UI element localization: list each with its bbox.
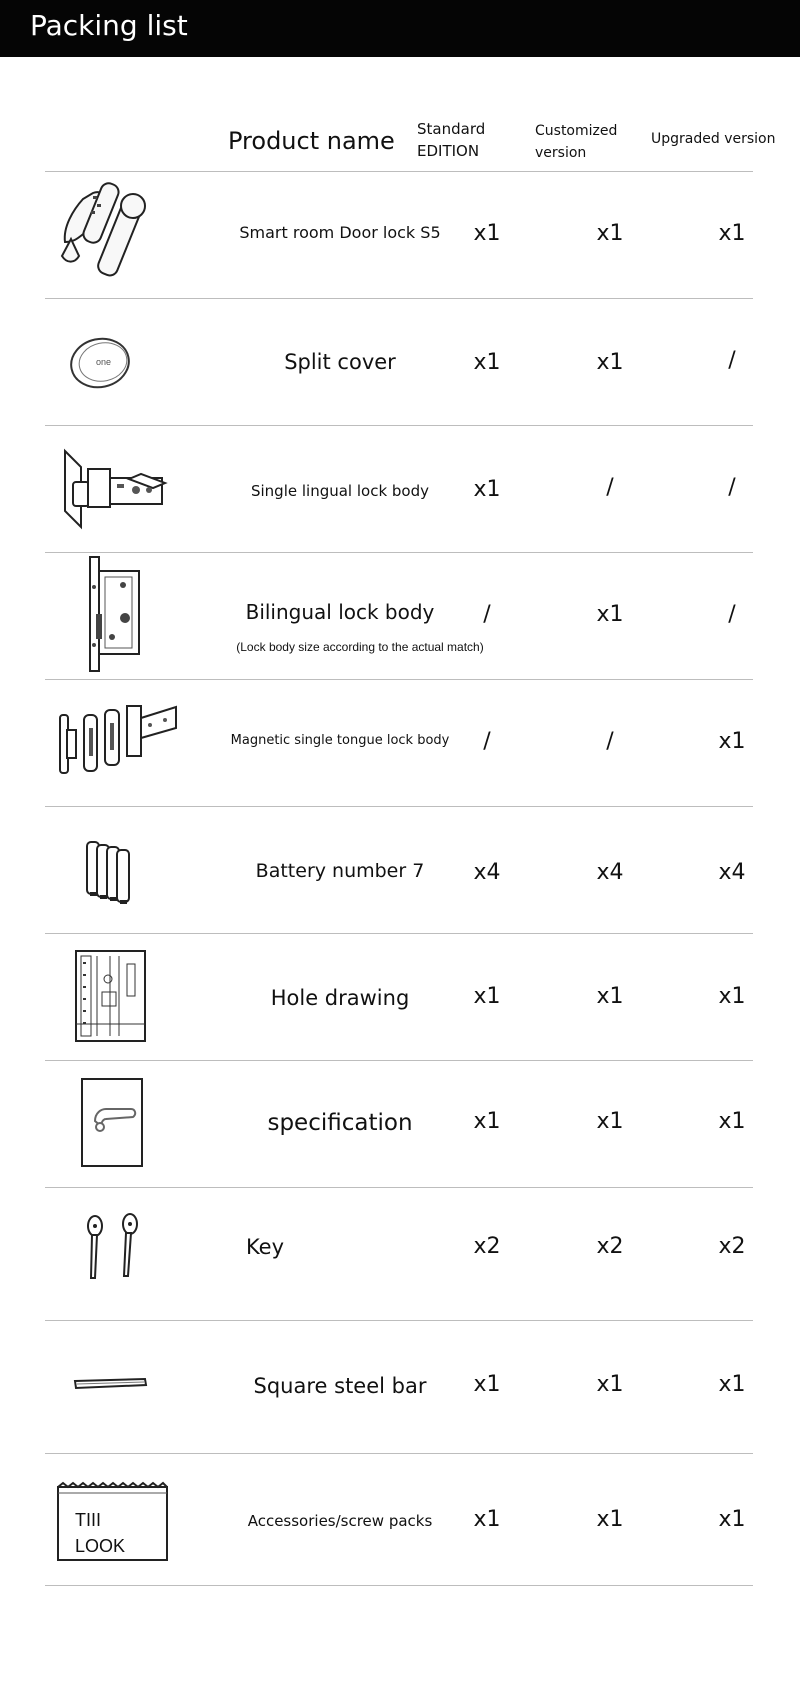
qty-customized: x1 (596, 350, 624, 375)
table-row (45, 680, 753, 806)
table-row (45, 1188, 753, 1314)
qty-upgraded: x1 (718, 1507, 746, 1532)
table-row (45, 807, 753, 933)
screw-pack-label-line2: LOOK (75, 1536, 126, 1556)
qty-standard: x1 (473, 1109, 501, 1134)
page-title: Packing list (30, 9, 188, 42)
door-lock-handle-icon (45, 172, 195, 298)
qty-upgraded: / (728, 602, 736, 627)
qty-upgraded: / (728, 475, 736, 500)
qty-customized: x1 (596, 1507, 624, 1532)
column-header-customized (535, 120, 617, 164)
qty-customized: / (606, 475, 614, 500)
qty-upgraded: / (728, 348, 736, 373)
table-row (45, 1321, 753, 1447)
product-name: Square steel bar (253, 1374, 427, 1398)
column-header-customized-line2: version (535, 145, 587, 161)
single-lock-body-icon (45, 426, 195, 552)
column-header-customized-line1: Customized (535, 123, 618, 139)
table-row (45, 1061, 753, 1187)
screw-pack-icon (45, 1454, 195, 1580)
qty-customized: x1 (596, 1372, 624, 1397)
product-name: Split cover (284, 350, 396, 374)
qty-standard: x1 (473, 221, 501, 246)
qty-standard: x1 (473, 984, 501, 1009)
qty-standard: x2 (473, 1234, 501, 1259)
title-bar (0, 0, 800, 57)
qty-customized: x1 (596, 1109, 624, 1134)
column-header-standard (417, 118, 485, 162)
table-row (45, 1454, 753, 1580)
table-row (45, 299, 753, 425)
magnetic-lock-body-icon (45, 680, 195, 806)
qty-upgraded: x1 (718, 1372, 746, 1397)
column-header-standard-line2: EDITION (417, 142, 480, 160)
qty-standard: / (483, 729, 491, 754)
key-icon (45, 1188, 195, 1314)
table-row (45, 553, 753, 679)
split-cover-label: one (96, 357, 112, 367)
qty-standard: x4 (473, 860, 501, 885)
hole-drawing-icon (45, 934, 195, 1060)
product-name: Smart room Door lock S5 (239, 223, 441, 242)
qty-standard: x1 (473, 1507, 501, 1532)
column-header-product-name: Product name (228, 127, 395, 155)
screw-pack-label-line1: TIII (75, 1510, 101, 1530)
qty-upgraded: x1 (718, 1109, 746, 1134)
product-name: Accessories/screw packs (247, 1512, 433, 1530)
table-row (45, 426, 753, 552)
steel-bar-icon (45, 1321, 195, 1447)
column-header-standard-line1: Standard (417, 120, 486, 138)
product-name: Battery number 7 (255, 860, 425, 882)
qty-upgraded: x4 (718, 860, 746, 885)
qty-standard: / (483, 602, 491, 627)
qty-customized: x4 (596, 860, 624, 885)
specification-booklet-icon (45, 1061, 195, 1187)
qty-upgraded: x2 (718, 1234, 746, 1259)
qty-customized: x1 (596, 602, 624, 627)
battery-icon (45, 807, 195, 933)
qty-standard: x1 (473, 1372, 501, 1397)
product-name: Bilingual lock body (245, 600, 435, 624)
product-name: specification (267, 1110, 413, 1136)
qty-upgraded: x1 (718, 221, 746, 246)
product-note: (Lock body size according to the actual match) (236, 640, 484, 654)
qty-customized: x2 (596, 1234, 624, 1259)
bilingual-lock-body-icon (45, 553, 195, 679)
product-name: Single lingual lock body (250, 482, 430, 500)
qty-customized: x1 (596, 984, 624, 1009)
product-name: Magnetic single tongue lock body (230, 733, 450, 748)
table-row (45, 934, 753, 1060)
column-header-upgraded: Upgraded version (651, 131, 776, 147)
qty-standard: x1 (473, 350, 501, 375)
qty-standard: x1 (473, 477, 501, 502)
qty-upgraded: x1 (718, 984, 746, 1009)
split-cover-icon (45, 299, 195, 425)
product-name: Key (245, 1235, 285, 1259)
qty-customized: / (606, 729, 614, 754)
product-name: Hole drawing (270, 986, 410, 1010)
qty-customized: x1 (596, 221, 624, 246)
table-divider (45, 1585, 753, 1586)
qty-upgraded: x1 (718, 729, 746, 754)
table-row (45, 172, 753, 298)
